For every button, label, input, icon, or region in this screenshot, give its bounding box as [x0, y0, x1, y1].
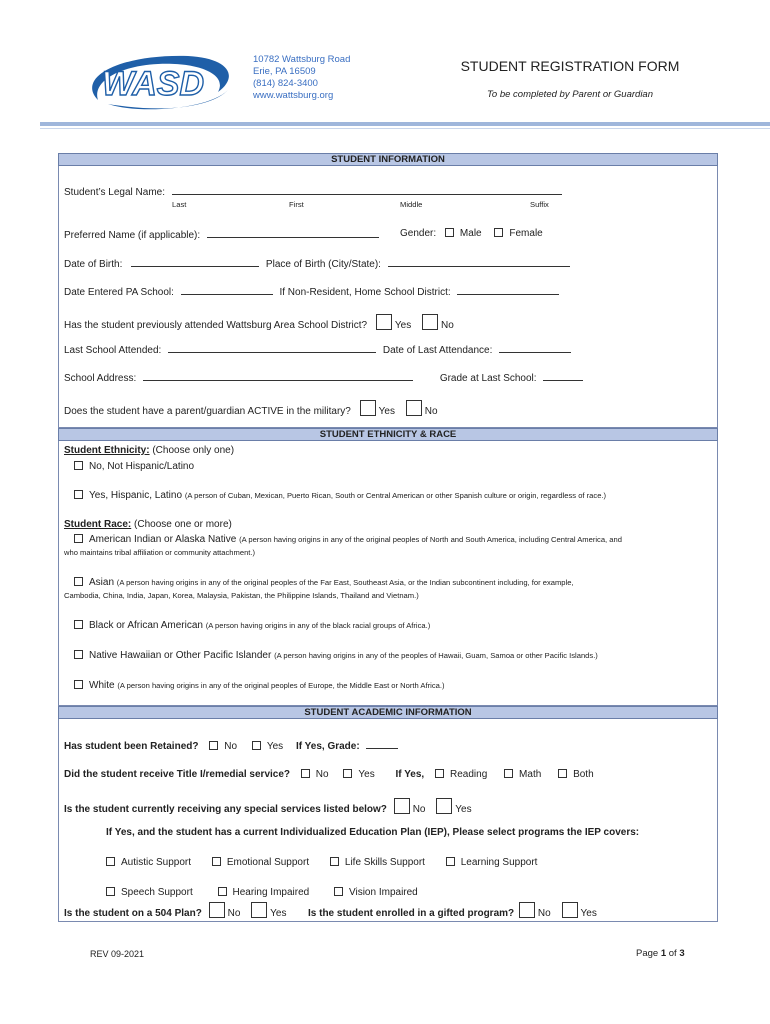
no-label: No	[412, 804, 426, 815]
hearing-impaired-checkbox[interactable]	[218, 887, 227, 896]
ethnicity-option-yes	[74, 490, 606, 502]
section-heading-ethnicity: STUDENT ETHNICITY & RACE	[58, 428, 718, 441]
military-yes-checkbox[interactable]	[360, 400, 376, 416]
gifted-row	[308, 902, 597, 920]
race-pacific-islander-note: (A person having origins in any of the peoples of Hawaii, Guam, Samoa or other Pacific Islands.)	[274, 651, 598, 660]
emotional-support-label: Emotional Support	[226, 857, 310, 868]
website-link[interactable]: www.wattsburg.org	[253, 90, 334, 101]
page-indicator	[636, 948, 685, 960]
address-line: Erie, PA 16509	[253, 66, 316, 77]
no-label: No	[224, 741, 238, 752]
wasd-logo	[78, 48, 238, 116]
ethnicity-label: Student Ethnicity:	[64, 445, 150, 456]
special-services-question: Is the student currently receiving any special services listed below?	[64, 804, 387, 815]
ethnicity-yes-checkbox[interactable]	[74, 490, 83, 499]
race-white-checkbox[interactable]	[74, 680, 83, 689]
last-attendance-label: Date of Last Attendance:	[382, 345, 493, 356]
military-row	[64, 400, 438, 418]
race-asian-note: (A person having origins in any of the original peoples of the Far East, Southeast Asia, or the Indian subcontinent including, for example,	[116, 578, 574, 587]
title1-if-yes-label: If Yes,	[395, 769, 425, 780]
special-services-no-checkbox[interactable]	[394, 798, 410, 814]
speech-support-label: Speech Support	[121, 887, 193, 898]
school-address-block	[253, 54, 350, 102]
race-white-note: (A person having origins in any of the original peoples of Europe, the Middle East or North Africa.)	[117, 681, 445, 690]
previously-attended-no-checkbox[interactable]	[422, 314, 438, 330]
dob-row	[64, 257, 570, 271]
no-label: No	[537, 908, 551, 919]
previously-attended-yes-checkbox[interactable]	[376, 314, 392, 330]
title1-reading-checkbox[interactable]	[435, 769, 444, 778]
title1-question: Did the student receive Title I/remedial service?	[64, 769, 291, 780]
special-services-yes-checkbox[interactable]	[436, 798, 452, 814]
yes-label: Yes	[394, 320, 412, 331]
race-hint: (Choose one or more)	[134, 519, 232, 530]
page-word: Page	[636, 948, 659, 959]
gifted-yes-checkbox[interactable]	[562, 902, 578, 918]
learning-support-label: Learning Support	[460, 857, 538, 868]
plan504-question: Is the student on a 504 Plan?	[64, 908, 202, 919]
dob-label: Date of Birth:	[64, 259, 123, 270]
retained-row	[64, 739, 398, 753]
iep-programs-row-2	[106, 887, 418, 899]
title1-both-label: Both	[573, 769, 594, 780]
gender-label: Gender:	[400, 228, 437, 239]
ethnicity-heading-row	[64, 445, 234, 457]
gender-row	[400, 228, 543, 240]
date-entered-label: Date Entered PA School:	[64, 287, 174, 298]
race-asian-label: Asian	[89, 577, 115, 588]
grade-last-label: Grade at Last School:	[439, 373, 537, 384]
race-label: Student Race:	[64, 519, 132, 530]
plan504-no-checkbox[interactable]	[209, 902, 225, 918]
section-heading-student-info: STUDENT INFORMATION	[58, 153, 718, 166]
military-no-checkbox[interactable]	[406, 400, 422, 416]
header-rule-thin	[40, 128, 770, 129]
preferred-name-label: Preferred Name (if applicable):	[64, 230, 201, 241]
of-word: of	[668, 948, 677, 959]
legal-name-field[interactable]	[172, 185, 562, 195]
autistic-support-checkbox[interactable]	[106, 857, 115, 866]
last-school-label: Last School Attended:	[64, 345, 162, 356]
emotional-support-checkbox[interactable]	[212, 857, 221, 866]
title1-both-checkbox[interactable]	[558, 769, 567, 778]
race-heading-row	[64, 519, 232, 531]
preferred-name-row	[64, 228, 379, 242]
title1-row	[64, 769, 594, 781]
learning-support-checkbox[interactable]	[446, 857, 455, 866]
title1-math-checkbox[interactable]	[504, 769, 513, 778]
race-american-indian-note: (A person having origins in any of the original peoples of North and South America, including Central America, and	[239, 535, 622, 544]
ethnicity-no-checkbox[interactable]	[74, 461, 83, 470]
dob-field[interactable]	[131, 257, 259, 267]
race-option-white	[74, 680, 444, 692]
life-skills-support-label: Life Skills Support	[344, 857, 425, 868]
revision-label: REV 09-2021	[90, 949, 145, 959]
race-white-label: White	[89, 680, 115, 691]
no-label: No	[227, 908, 241, 919]
autistic-support-label: Autistic Support	[121, 857, 192, 868]
date-entered-field[interactable]	[181, 285, 273, 295]
ethnicity-no-label: No, Not Hispanic/Latino	[89, 461, 195, 472]
page-total: 3	[679, 948, 685, 959]
form-title: STUDENT REGISTRATION FORM	[460, 58, 680, 74]
last-school-row	[64, 343, 571, 357]
race-pacific-islander-label: Native Hawaiian or Other Pacific Islander	[89, 650, 272, 661]
home-district-field[interactable]	[457, 285, 559, 295]
military-question: Does the student have a parent/guardian ACTIVE in the military?	[64, 406, 351, 417]
iep-question: If Yes, and the student has a current Individualized Education Plan (IEP), Please select programs the IEP covers:	[106, 827, 640, 838]
pob-label: Place of Birth (City/State):	[265, 259, 381, 270]
retained-question: Has student been Retained?	[64, 741, 199, 752]
no-label: No	[424, 406, 438, 417]
yes-label: Yes	[455, 804, 472, 815]
ethnicity-yes-note: (A person of Cuban, Mexican, Puerto Rican, South or Central American or other Spanish culture or origin, regardless of race.)	[184, 491, 607, 500]
previously-attended-question: Has the student previously attended Wattsburg Area School District?	[64, 320, 368, 331]
title1-yes-checkbox[interactable]	[343, 769, 352, 778]
race-american-indian-checkbox[interactable]	[74, 534, 83, 543]
retained-if-yes-grade-label: If Yes, Grade:	[295, 741, 360, 752]
no-label: No	[441, 320, 454, 331]
retained-grade-field[interactable]	[366, 739, 398, 749]
yes-label: Yes	[270, 908, 287, 919]
grade-last-field[interactable]	[543, 371, 583, 381]
form-subtitle: To be completed by Parent or Guardian	[487, 89, 653, 100]
section-heading-academic: STUDENT ACADEMIC INFORMATION	[58, 706, 718, 719]
name-part-suffix: Suffix	[530, 200, 549, 209]
vision-impaired-checkbox[interactable]	[334, 887, 343, 896]
race-black-note: (A person having origins in any of the black racial groups of Africa.)	[205, 621, 431, 630]
race-black-checkbox[interactable]	[74, 620, 83, 629]
plan504-yes-checkbox[interactable]	[251, 902, 267, 918]
legal-name-row	[64, 185, 562, 199]
speech-support-checkbox[interactable]	[106, 887, 115, 896]
race-black-label: Black or African American	[89, 620, 203, 631]
last-school-field[interactable]	[168, 343, 376, 353]
iep-programs-row-1	[106, 857, 537, 869]
legal-name-label: Student’s Legal Name:	[64, 187, 165, 198]
yes-label: Yes	[358, 769, 375, 780]
race-option-asian	[74, 577, 574, 589]
hearing-impaired-label: Hearing Impaired	[232, 887, 310, 898]
ethnicity-yes-label: Yes, Hispanic, Latino	[89, 490, 183, 501]
title1-no-checkbox[interactable]	[301, 769, 310, 778]
ethnicity-option-no	[74, 461, 194, 473]
retained-yes-checkbox[interactable]	[252, 741, 261, 750]
previously-attended-row	[64, 314, 454, 332]
race-option-american-indian	[74, 534, 622, 546]
school-address-field[interactable]	[143, 371, 413, 381]
gender-female-label: Female	[509, 228, 543, 239]
life-skills-support-checkbox[interactable]	[330, 857, 339, 866]
gender-female-checkbox[interactable]	[494, 228, 503, 237]
title1-reading-label: Reading	[450, 769, 488, 780]
last-attendance-field[interactable]	[499, 343, 571, 353]
race-pacific-islander-checkbox[interactable]	[74, 650, 83, 659]
name-part-last: Last	[172, 200, 187, 209]
school-address-label: School Address:	[64, 373, 137, 384]
page-number: 1	[660, 948, 667, 959]
race-asian-note-cont: Cambodia, China, India, Japan, Korea, Malaysia, Pakistan, the Philippine Islands, Thailand and Vietnam.)	[64, 591, 419, 600]
race-asian-checkbox[interactable]	[74, 577, 83, 586]
race-option-pacific-islander	[74, 650, 598, 662]
gender-male-label: Male	[459, 228, 482, 239]
pob-field[interactable]	[388, 257, 570, 267]
preferred-name-field[interactable]	[207, 228, 379, 238]
plan504-row	[64, 902, 287, 920]
gifted-no-checkbox[interactable]	[519, 902, 535, 918]
wasd-logo-graphic	[78, 48, 238, 116]
school-address-row	[64, 371, 583, 385]
logo-text: WASD	[102, 65, 204, 103]
yes-label: Yes	[580, 908, 597, 919]
race-american-indian-label: American Indian or Alaska Native	[89, 534, 237, 545]
phone-number: (814) 824-3400	[253, 78, 318, 89]
race-option-black	[74, 620, 430, 632]
name-part-middle: Middle	[400, 200, 423, 209]
name-part-first: First	[289, 200, 304, 209]
race-american-indian-note-cont: who maintains tribal affiliation or community attachment.)	[64, 548, 256, 557]
yes-label: Yes	[378, 406, 395, 417]
gender-male-checkbox[interactable]	[445, 228, 454, 237]
date-entered-row	[64, 285, 559, 299]
nonresident-label: If Non-Resident, Home School District:	[279, 287, 451, 298]
yes-label: Yes	[266, 741, 284, 752]
special-services-row	[64, 798, 472, 816]
retained-no-checkbox[interactable]	[209, 741, 218, 750]
ethnicity-hint: (Choose only one)	[152, 445, 235, 456]
address-line: 10782 Wattsburg Road	[253, 54, 351, 65]
header-rule	[40, 122, 770, 126]
title1-math-label: Math	[519, 769, 542, 780]
gifted-question: Is the student enrolled in a gifted program?	[308, 908, 515, 919]
vision-impaired-label: Vision Impaired	[349, 887, 418, 898]
no-label: No	[315, 769, 329, 780]
